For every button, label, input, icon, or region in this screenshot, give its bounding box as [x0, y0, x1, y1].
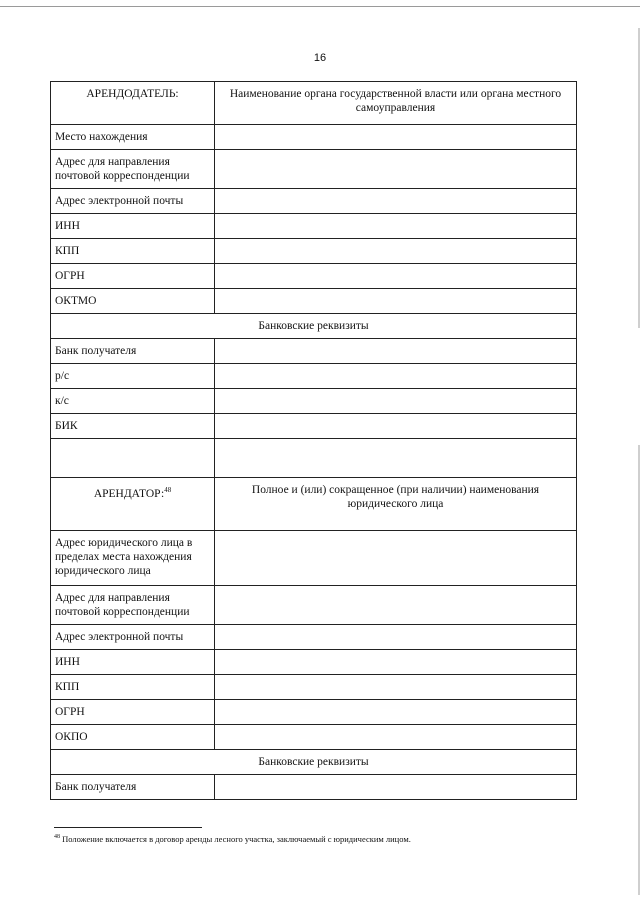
- tenant-postal-address-value[interactable]: [215, 586, 577, 625]
- landlord-kpp-value[interactable]: [215, 239, 577, 264]
- tenant-header-label-text: АРЕНДАТОР:: [93, 487, 165, 500]
- landlord-bik-label: БИК: [51, 414, 215, 439]
- tenant-inn-label: ИНН: [51, 650, 215, 675]
- landlord-oktmo-label: ОКТМО: [51, 289, 215, 314]
- table-row: [51, 189, 577, 214]
- tenant-header-value: Полное и (или) сокращенное (при наличии) наименования юридического лица: [215, 478, 577, 531]
- top-scan-rule: [0, 6, 640, 7]
- footnote-number: 48: [54, 834, 60, 841]
- table-row: [51, 531, 577, 586]
- tenant-inn-value[interactable]: [215, 650, 577, 675]
- landlord-ogrn-value[interactable]: [215, 264, 577, 289]
- tenant-okpo-value[interactable]: [215, 725, 577, 750]
- empty-row: [51, 439, 577, 478]
- tenant-email-label: Адрес электронной почты: [51, 625, 215, 650]
- table-row: [51, 214, 577, 239]
- tenant-header-row: [51, 478, 577, 531]
- table-row: [51, 364, 577, 389]
- page-number: 16: [313, 52, 327, 64]
- footnote-reference: 48: [164, 486, 172, 494]
- footnote: [54, 834, 411, 844]
- tenant-header-label: [51, 478, 215, 531]
- landlord-inn-label: ИНН: [51, 214, 215, 239]
- landlord-correspondent-account-value[interactable]: [215, 389, 577, 414]
- tenant-legal-address-value[interactable]: [215, 531, 577, 586]
- table-row: [51, 339, 577, 364]
- tenant-kpp-value[interactable]: [215, 675, 577, 700]
- landlord-bank-name-value[interactable]: [215, 339, 577, 364]
- landlord-correspondent-account-label: к/с: [51, 389, 215, 414]
- empty-cell: [51, 439, 215, 478]
- requisites-table: [50, 81, 577, 800]
- landlord-settlement-account-label: р/с: [51, 364, 215, 389]
- table-row: [51, 150, 577, 189]
- table-row: [51, 239, 577, 264]
- tenant-ogrn-value[interactable]: [215, 700, 577, 725]
- landlord-ogrn-label: ОГРН: [51, 264, 215, 289]
- landlord-header-value: Наименование органа государственной власти или органа местного самоуправления: [215, 82, 577, 125]
- table-row: [51, 775, 577, 800]
- tenant-kpp-label: КПП: [51, 675, 215, 700]
- table-row: [51, 700, 577, 725]
- tenant-bank-name-value[interactable]: [215, 775, 577, 800]
- tenant-ogrn-label: ОГРН: [51, 700, 215, 725]
- tenant-email-value[interactable]: [215, 625, 577, 650]
- landlord-email-label: Адрес электронной почты: [51, 189, 215, 214]
- table-row: [51, 725, 577, 750]
- landlord-header-label: АРЕНДОДАТЕЛЬ:: [51, 82, 215, 125]
- landlord-settlement-account-value[interactable]: [215, 364, 577, 389]
- empty-cell: [215, 439, 577, 478]
- landlord-oktmo-value[interactable]: [215, 289, 577, 314]
- landlord-location-value[interactable]: [215, 125, 577, 150]
- landlord-email-value[interactable]: [215, 189, 577, 214]
- table-row: [51, 586, 577, 625]
- table-row: [51, 650, 577, 675]
- footnote-text: Положение включается в договор аренды лесного участка, заключаемый с юридическим лицом.: [62, 834, 411, 844]
- landlord-postal-address-value[interactable]: [215, 150, 577, 189]
- table-row: [51, 125, 577, 150]
- tenant-legal-address-label: Адрес юридического лица в пределах места нахождения юридического лица: [51, 531, 215, 586]
- tenant-okpo-label: ОКПО: [51, 725, 215, 750]
- tenant-bank-heading: Банковские реквизиты: [51, 750, 577, 775]
- tenant-bank-heading-row: [51, 750, 577, 775]
- table-row: [51, 625, 577, 650]
- landlord-kpp-label: КПП: [51, 239, 215, 264]
- landlord-bank-heading-row: [51, 314, 577, 339]
- table-row: [51, 675, 577, 700]
- table-row: [51, 264, 577, 289]
- landlord-bank-name-label: Банк получателя: [51, 339, 215, 364]
- landlord-postal-address-label: Адрес для направления почтовой корреспонденции: [51, 150, 215, 189]
- table-row: [51, 289, 577, 314]
- table-row: [51, 414, 577, 439]
- landlord-bank-heading: Банковские реквизиты: [51, 314, 577, 339]
- landlord-bik-value[interactable]: [215, 414, 577, 439]
- landlord-location-label: Место нахождения: [51, 125, 215, 150]
- table-row: [51, 389, 577, 414]
- landlord-header-row: [51, 82, 577, 125]
- landlord-inn-value[interactable]: [215, 214, 577, 239]
- footnote-separator: [54, 827, 202, 828]
- tenant-postal-address-label: Адрес для направления почтовой корреспонденции: [51, 586, 215, 625]
- tenant-bank-name-label: Банк получателя: [51, 775, 215, 800]
